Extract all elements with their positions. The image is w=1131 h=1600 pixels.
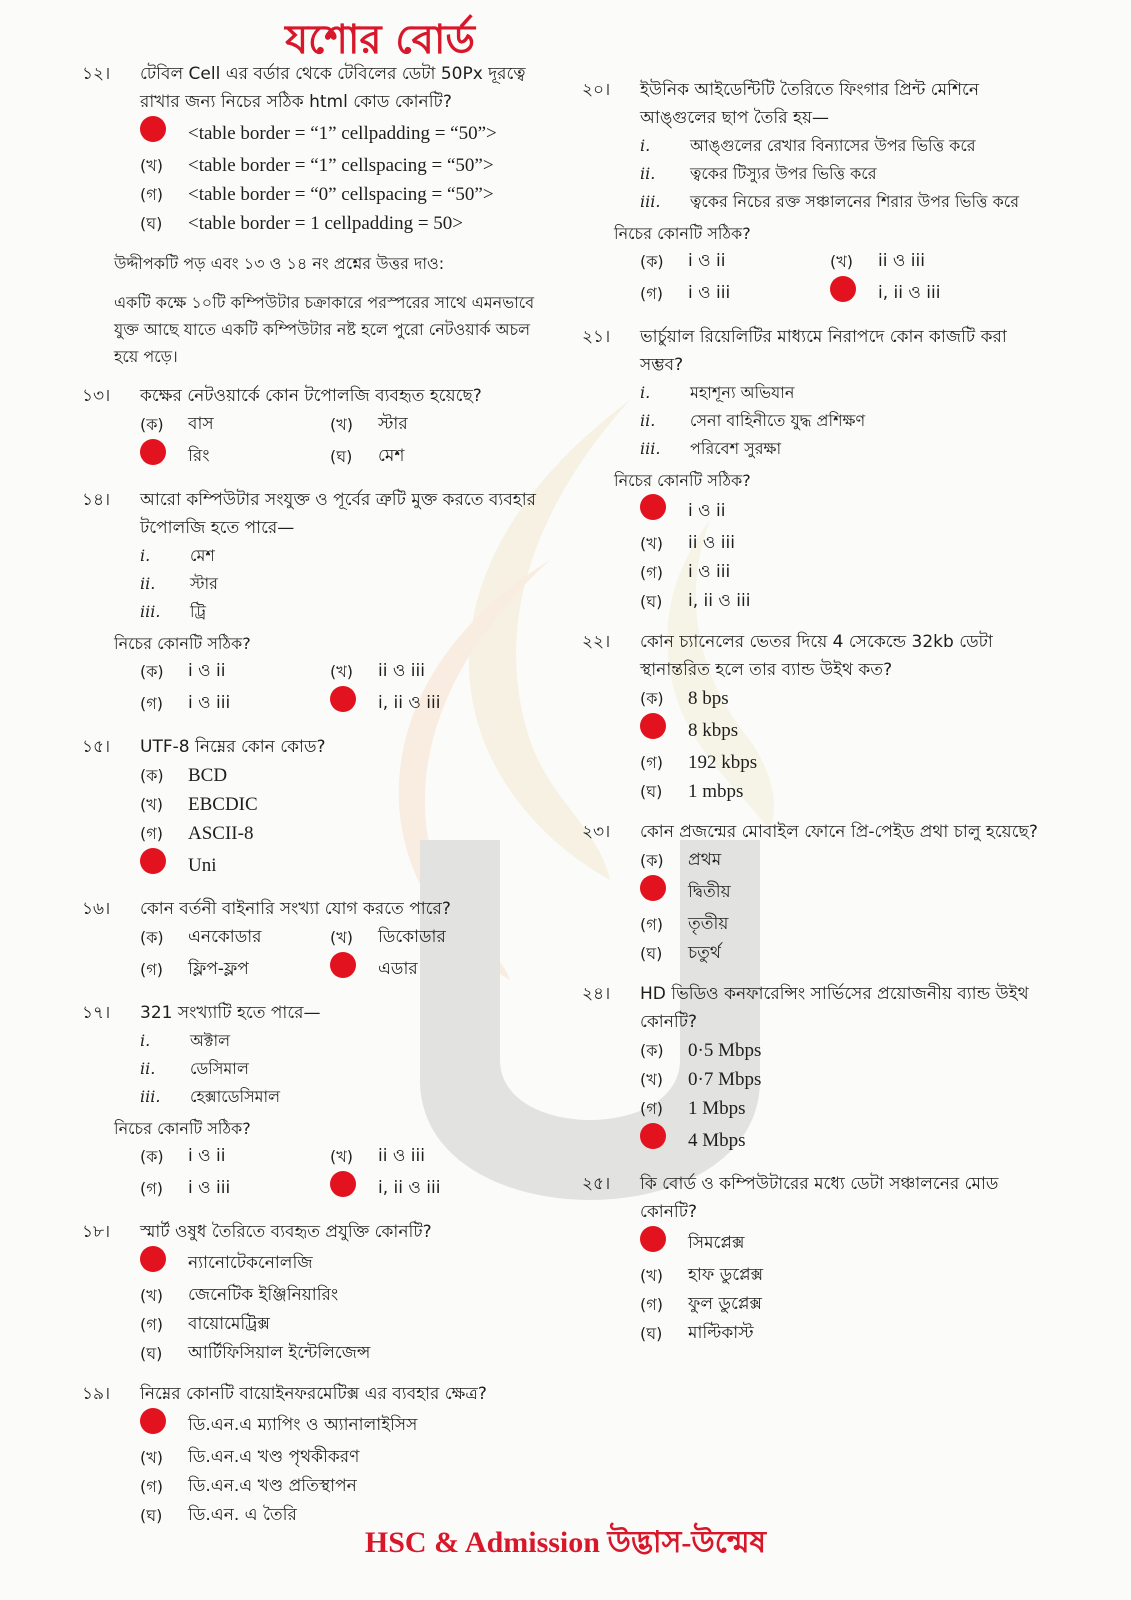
option-label: (খ) <box>830 252 853 271</box>
option-label: (ঘ) <box>640 944 663 963</box>
option-gha: i, ii ও iii <box>378 693 441 713</box>
question-text: HD ভিডিও কনফারেন্সিং সার্ভিসের প্রয়োজনীয় ব্যান্ড উইথ কোনটি? <box>640 984 1029 1032</box>
option-ga: <table border = “0” cellspacing = “50”> <box>188 184 494 205</box>
option-ga: ফ্লিপ-ফ্লপ <box>188 959 249 979</box>
option-label: (খ) <box>330 928 353 947</box>
option-label: (গ) <box>640 563 663 582</box>
option-kha: ii ও iii <box>688 533 735 553</box>
roman-label: ii. <box>640 411 656 430</box>
option-kha: ii ও iii <box>378 1146 425 1166</box>
option-label: (খ) <box>330 662 353 681</box>
option-ka: ডি.এন.এ ম্যাপিং ও অ্যানালাইসিস <box>188 1415 418 1435</box>
option-ka: i ও ii <box>688 501 726 521</box>
question-text: কোন বর্তনী বাইনারি সংখ্যা যোগ করতে পারে? <box>140 899 451 919</box>
option-kha: দ্বিতীয় <box>688 882 731 902</box>
roman-label: i. <box>640 136 651 155</box>
roman-label: ii. <box>140 574 156 593</box>
option-kha: ii ও iii <box>378 661 425 681</box>
option-kha: 8 kbps <box>688 720 739 741</box>
option-label: (খ) <box>140 795 163 814</box>
option-ka: i ও ii <box>688 251 726 271</box>
question-24 <box>582 980 1052 1158</box>
question-15 <box>82 733 552 883</box>
option-label: (ক) <box>140 415 164 434</box>
option-gha: <table border = 1 cellpadding = 50> <box>188 213 464 234</box>
question-stem: নিচের কোনটি সঠিক? <box>114 1119 251 1138</box>
question-number: ২৩। <box>582 822 611 842</box>
option-gha: ডি.এন. এ তৈরি <box>188 1505 297 1525</box>
option-gha: i, ii ও iii <box>878 283 941 303</box>
question-13 <box>82 382 552 474</box>
answer-mark <box>830 276 856 302</box>
option-ga: ডি.এন.এ খণ্ড প্রতিস্থাপন <box>188 1476 357 1496</box>
question-text: নিম্নের কোনটি বায়োইনফরমেটিক্স এর ব্যবহার ক্ষেত্র? <box>140 1384 487 1404</box>
option-kha: হাফ ডুপ্লেক্স <box>688 1265 764 1285</box>
statement-2: ডেসিমাল <box>190 1059 249 1078</box>
answer-mark <box>140 848 166 874</box>
question-number: ১৫। <box>82 737 111 757</box>
option-kha: ii ও iii <box>878 251 925 271</box>
option-kha: স্টার <box>378 414 408 434</box>
question-number: ২৫। <box>582 1174 611 1194</box>
question-number: ২২। <box>582 632 611 652</box>
option-gha: চতুর্থ <box>688 943 721 963</box>
question-number: ১৩। <box>82 386 111 406</box>
option-label: (গ) <box>640 1099 663 1118</box>
option-gha: আর্টিফিসিয়াল ইন্টেলিজেন্স <box>188 1343 371 1363</box>
option-label: (ঘ) <box>330 447 353 466</box>
question-text: কোন প্রজন্মের মোবাইল ফোনে প্রি-পেইড প্রথা চালু হয়েছে? <box>640 822 1038 842</box>
option-ga: ফুল ডুপ্লেক্স <box>688 1294 762 1314</box>
answer-mark <box>640 1123 666 1149</box>
option-ka: i ও ii <box>188 1146 226 1166</box>
question-number: ১৭। <box>82 1003 111 1023</box>
option-kha: 0·7 Mbps <box>688 1069 762 1090</box>
question-number: ১৮। <box>82 1222 111 1242</box>
question-number: ২৪। <box>582 984 611 1004</box>
option-ka: 8 bps <box>688 688 729 709</box>
question-text: ইউনিক আইডেন্টিটি তৈরিতে ফিংগার প্রিন্ট মেশিনে আঙ্গুলের ছাপ তৈরি হয়— <box>640 80 980 128</box>
roman-label: iii. <box>640 192 661 211</box>
option-ga: i ও iii <box>188 1178 231 1198</box>
right-column <box>582 76 1052 1360</box>
statement-3: ত্বকের নিচের রক্ত সঞ্চালনের শিরার উপর ভিত্তি করে <box>690 192 1019 211</box>
option-label: (গ) <box>640 1295 663 1314</box>
question-number: ১৪। <box>82 490 111 510</box>
question-25 <box>582 1170 1052 1348</box>
option-gha: i, ii ও iii <box>378 1178 441 1198</box>
option-label: (ক) <box>640 1041 664 1060</box>
question-number: ১৯। <box>82 1384 111 1404</box>
option-ga: i ও iii <box>688 562 731 582</box>
question-text: টেবিল Cell এর বর্ডার থেকে টেবিলের ডেটা 50Px দূরত্বে রাখার জন্য নিচের সঠিক html কোড কোনটি? <box>140 64 526 112</box>
option-kha: <table border = “1” cellspacing = “50”> <box>188 155 494 176</box>
roman-label: iii. <box>140 1087 161 1106</box>
question-stem: নিচের কোনটি সঠিক? <box>614 471 751 490</box>
question-stem: নিচের কোনটি সঠিক? <box>614 224 751 243</box>
option-gha: i, ii ও iii <box>688 591 751 611</box>
option-ga: i ও iii <box>188 693 231 713</box>
option-ka: 0·5 Mbps <box>688 1040 762 1061</box>
option-kha: ডি.এন.এ খণ্ড পৃথকীকরণ <box>188 1447 360 1467</box>
footer-brand: HSC & Admission উদ্ভাস-উন্মেষ <box>364 1526 767 1559</box>
option-ka: <table border = “1” cellpadding = “50”> <box>188 123 497 144</box>
question-16 <box>82 895 552 987</box>
question-19 <box>82 1380 552 1530</box>
answer-mark <box>640 494 666 520</box>
roman-label: ii. <box>140 1059 156 1078</box>
question-number: ২১। <box>582 327 611 347</box>
question-text: 321 সংখ্যাটি হতে পারে— <box>140 1003 321 1023</box>
option-label: (গ) <box>140 1315 163 1334</box>
question-text: UTF-8 নিম্নের কোন কোড? <box>140 737 326 757</box>
question-22 <box>582 628 1052 806</box>
roman-label: i. <box>640 383 651 402</box>
option-label: (ঘ) <box>640 782 663 801</box>
answer-mark <box>140 116 166 142</box>
option-label: (ঘ) <box>140 1506 163 1525</box>
statement-1: অক্টাল <box>190 1031 231 1050</box>
option-label: (গ) <box>140 960 163 979</box>
question-17 <box>82 999 552 1206</box>
statement-3: ট্রি <box>190 602 206 621</box>
roman-label: ii. <box>640 164 656 183</box>
statement-2: ত্বকের টিস্যুর উপর ভিত্তি করে <box>690 164 877 183</box>
option-label: (গ) <box>140 1477 163 1496</box>
option-ka: এনকোডার <box>188 927 262 947</box>
option-label: (খ) <box>140 156 163 175</box>
statement-1: আঙ্গুলের রেখার বিন্যাসের উপর ভিত্তি করে <box>690 136 976 155</box>
left-column <box>82 60 552 1542</box>
question-23 <box>582 818 1052 968</box>
passage-text: একটি কক্ষে ১০টি কম্পিউটার চক্রাকারে পরস্পরের সাথে এমনভাবে যুক্ত আছে যাতে একটি কম্পিউটার নষ্ট হলে পুরো নেটওয়ার্ক অচল হয়ে পড়ে। <box>114 293 535 366</box>
answer-mark <box>640 875 666 901</box>
question-20 <box>582 76 1052 311</box>
option-ga: তৃতীয় <box>688 914 729 934</box>
question-12 <box>82 60 552 238</box>
statement-3: পরিবেশ সুরক্ষা <box>690 439 782 458</box>
option-label: (খ) <box>640 1266 663 1285</box>
question-text: কক্ষের নেটওয়ার্কে কোন টপোলজি ব্যবহৃত হয়েছে? <box>140 386 482 406</box>
option-gha: এডার <box>378 959 418 979</box>
option-ga: i ও iii <box>688 283 731 303</box>
option-gha: মাল্টিকাস্ট <box>688 1323 754 1343</box>
option-ka: বাস <box>188 414 214 434</box>
option-label: (খ) <box>330 1147 353 1166</box>
option-kha: জেনেটিক ইঞ্জিনিয়ারিং <box>188 1285 339 1305</box>
answer-mark <box>140 439 166 465</box>
option-label: (গ) <box>140 185 163 204</box>
statement-2: স্টার <box>190 574 218 593</box>
option-label: (খ) <box>140 1286 163 1305</box>
statement-2: সেনা বাহিনীতে যুদ্ধ প্রশিক্ষণ <box>690 411 866 430</box>
question-text: আরো কম্পিউটার সংযুক্ত ও পূর্বের ত্রুটি মুক্ত করতে ব্যবহার টপোলজি হতে পারে— <box>140 490 536 538</box>
option-label: (ক) <box>640 851 664 870</box>
option-label: (খ) <box>640 1070 663 1089</box>
option-ga: রিং <box>188 446 210 466</box>
option-ka: প্রথম <box>688 850 722 870</box>
question-stem: নিচের কোনটি সঠিক? <box>114 634 251 653</box>
option-gha: Uni <box>188 855 217 876</box>
option-ka: ন্যানোটেকনোলজি <box>188 1253 313 1273</box>
option-label: (ক) <box>640 252 664 271</box>
option-label: (খ) <box>640 534 663 553</box>
question-18 <box>82 1218 552 1368</box>
question-14 <box>82 486 552 721</box>
roman-label: iii. <box>640 439 661 458</box>
roman-label: i. <box>140 1031 151 1050</box>
question-text: কি বোর্ড ও কম্পিউটারের মধ্যে ডেটা সঞ্চালনের মোড কোনটি? <box>640 1174 999 1222</box>
question-text: কোন চ্যানেলের ভেতর দিয়ে 4 সেকেন্ডে 32kb ডেটা স্থানান্তরিত হলে তার ব্যান্ড উইথ কত? <box>640 632 993 680</box>
passage-intro: উদ্দীপকটি পড় এবং ১৩ ও ১৪ নং প্রশ্নের উত্তর দাও: <box>114 254 445 273</box>
option-gha: মেশ <box>378 446 405 466</box>
option-ka: সিমপ্লেক্স <box>688 1233 745 1253</box>
answer-mark <box>640 713 666 739</box>
option-label: (ক) <box>140 1147 164 1166</box>
option-label: (গ) <box>640 284 663 303</box>
option-kha: ডিকোডার <box>378 927 446 947</box>
option-label: (গ) <box>640 753 663 772</box>
option-gha: 4 Mbps <box>688 1130 746 1151</box>
option-label: (গ) <box>140 694 163 713</box>
option-gha: 1 mbps <box>688 781 744 802</box>
option-label: (ঘ) <box>640 592 663 611</box>
answer-mark <box>640 1226 666 1252</box>
board-title: যশোর বোর্ড <box>285 17 475 63</box>
option-kha: EBCDIC <box>188 794 258 815</box>
roman-label: iii. <box>140 602 161 621</box>
answer-mark <box>330 686 356 712</box>
option-label: (ক) <box>140 928 164 947</box>
statement-3: হেক্সাডেসিমাল <box>190 1087 281 1106</box>
answer-mark <box>140 1246 166 1272</box>
answer-mark <box>330 1171 356 1197</box>
option-label: (গ) <box>140 824 163 843</box>
roman-label: i. <box>140 546 151 565</box>
option-label: (খ) <box>330 415 353 434</box>
option-label: (ক) <box>140 662 164 681</box>
option-label: (ক) <box>640 689 664 708</box>
option-label: (খ) <box>140 1448 163 1467</box>
option-label: (ঘ) <box>140 214 163 233</box>
option-ga: বায়োমেট্রিক্স <box>188 1314 270 1334</box>
option-label: (গ) <box>640 915 663 934</box>
question-text: স্মার্ট ওষুধ তৈরিতে ব্যবহৃত প্রযুক্তি কোনটি? <box>140 1222 432 1242</box>
option-ka: BCD <box>188 765 228 786</box>
answer-mark <box>140 1408 166 1434</box>
option-label: (ঘ) <box>640 1324 663 1343</box>
option-ga: 192 kbps <box>688 752 758 773</box>
option-ga: ASCII-8 <box>188 823 254 844</box>
option-label: (ক) <box>140 766 164 785</box>
answer-mark <box>330 952 356 978</box>
option-ga: 1 Mbps <box>688 1098 746 1119</box>
statement-1: মহাশূন্য অভিযান <box>690 383 795 402</box>
question-number: ২০। <box>582 80 611 100</box>
option-ka: i ও ii <box>188 661 226 681</box>
option-label: (গ) <box>140 1179 163 1198</box>
statement-1: মেশ <box>190 546 215 565</box>
option-label: (ঘ) <box>140 1344 163 1363</box>
question-text: ভার্চুয়াল রিয়েলিটির মাধ্যমে নিরাপদে কোন কাজটি করা সম্ভব? <box>640 327 1007 375</box>
question-number: ১৬। <box>82 899 111 919</box>
question-number: ১২। <box>82 64 111 84</box>
question-21 <box>582 323 1052 616</box>
